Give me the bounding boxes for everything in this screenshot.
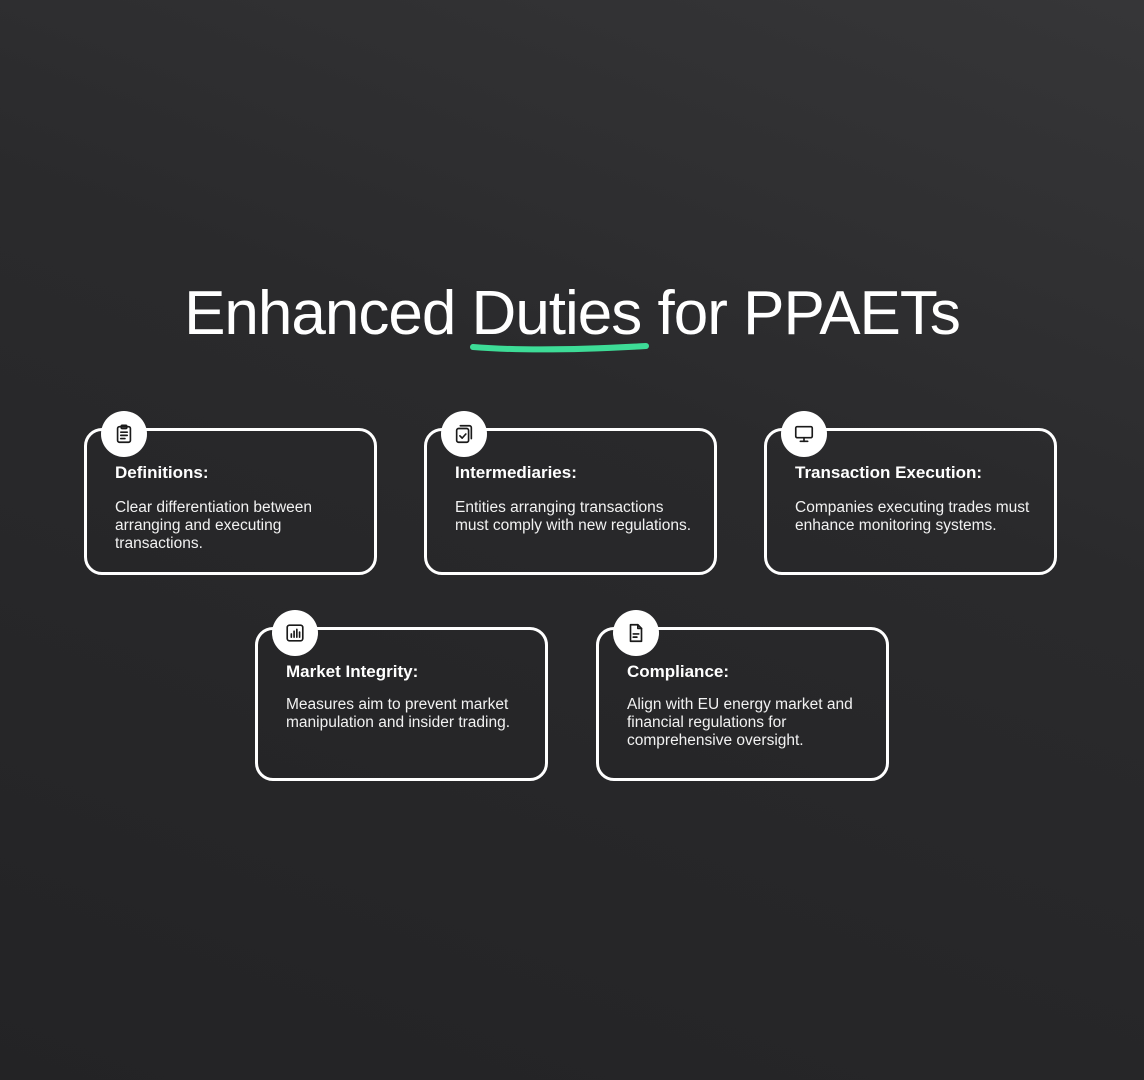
clipboard-list-icon (101, 411, 147, 457)
monitor-icon (781, 411, 827, 457)
title-before: Enhanced (184, 279, 472, 348)
card-market-integrity (255, 627, 548, 781)
card-title: Definitions: (115, 463, 209, 482)
card-title: Intermediaries: (455, 463, 577, 482)
clipboard-check-icon (441, 411, 487, 457)
card-title: Transaction Execution: (795, 463, 983, 482)
card-intermediaries (424, 428, 717, 575)
card-title: Compliance: (627, 662, 730, 681)
title-highlight: Duties (471, 279, 642, 348)
card-text: Companies executing trades must enhance monitoring systems. (795, 499, 1030, 534)
card-text: Entities arranging transactions must comply with new regulations. (455, 499, 692, 534)
card-title: Market Integrity: (286, 662, 419, 681)
title-after: for PPAETs (641, 279, 960, 348)
card-text: Clear differentiation between arranging and executing transactions. (115, 499, 313, 552)
document-icon (613, 610, 659, 656)
card-definitions (84, 428, 377, 575)
card-text: Align with EU energy market and financial regulations for comprehensive oversight. (627, 696, 853, 749)
page-title (0, 278, 1144, 350)
bar-chart-icon (272, 610, 318, 656)
card-text: Measures aim to prevent market manipulation and insider trading. (286, 696, 511, 731)
card-compliance (596, 627, 889, 781)
card-transaction-execution (764, 428, 1057, 575)
title-highlight-wrap (472, 278, 642, 350)
